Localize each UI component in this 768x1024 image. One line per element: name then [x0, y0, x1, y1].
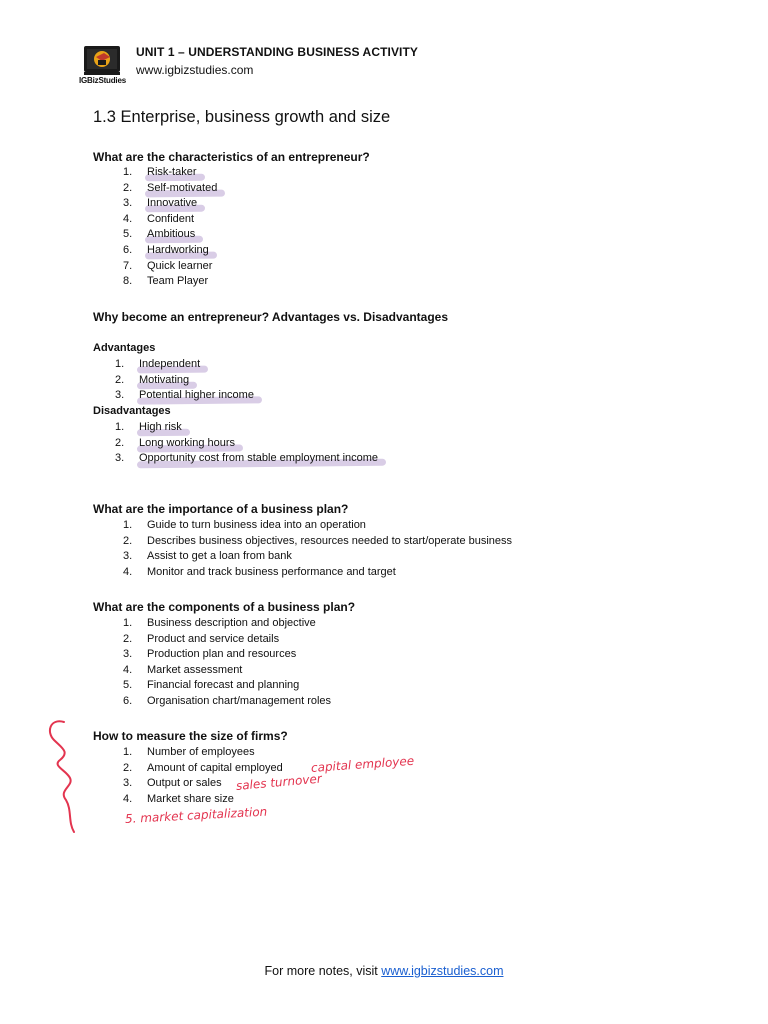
page-title: 1.3 Enterprise, business growth and size [93, 108, 391, 126]
header-url: www.igbizstudies.com [136, 63, 254, 77]
list-item: 3. Innovative [123, 197, 198, 210]
characteristics-question: What are the characteristics of an entrepreneur? [93, 150, 370, 164]
components-list [123, 616, 331, 710]
list-item: 5. Financial forecast and planning [123, 679, 300, 692]
list-item-text: Motivating [139, 373, 190, 386]
list-item: 2. Amount of capital employed [123, 761, 283, 774]
list-item-text: Amount of capital employed [147, 761, 283, 774]
list-item: 7. Quick learner [123, 259, 213, 272]
list-item-text: Product and service details [147, 632, 280, 645]
list-item: 5. Ambitious [123, 228, 196, 241]
list-item-text: Ambitious [147, 228, 196, 241]
list-item-text: Quick learner [147, 259, 213, 272]
list-item-text: Opportunity cost from stable employment income [139, 452, 379, 465]
list-item: 6. Organisation chart/management roles [123, 694, 332, 707]
list-item-text: Hardworking [147, 243, 209, 256]
annotation-sales: sales turnover [235, 771, 323, 793]
list-item: 4. Monitor and track business performance and target [123, 565, 396, 578]
list-item-text: Guide to turn business idea into an operation [147, 519, 366, 531]
list-item: 1. High risk [115, 421, 182, 433]
list-item: 8. Team Player [123, 275, 209, 288]
list-item-text: Team Player [147, 275, 209, 288]
list-item: 1. Guide to turn business idea into an operation [123, 519, 366, 531]
list-item-text: Business description and objective [147, 617, 316, 629]
list-item-text: Potential higher income [139, 389, 254, 402]
footer [0, 964, 768, 978]
disadvantages-label: Disadvantages [93, 405, 171, 417]
list-item: 3. Output or sales [123, 777, 222, 790]
annotation-capital: capital employee [310, 753, 415, 775]
list-item: 2. Product and service details [123, 632, 280, 645]
list-item-text: Number of employees [147, 746, 255, 758]
list-item: 4. Market assessment [123, 663, 243, 676]
footer-text: For more notes, visit [264, 964, 382, 978]
list-item: 3. Production plan and resources [123, 648, 297, 661]
list-item: 6. Hardworking [123, 243, 209, 256]
handwritten-brace-icon [40, 718, 88, 836]
list-item-text: Financial forecast and planning [147, 679, 300, 692]
size-question: How to measure the size of firms? [93, 729, 288, 743]
list-item-text: Independent [139, 358, 201, 370]
list-item-text: Long working hours [139, 436, 236, 449]
importance-question: What are the importance of a business plan? [93, 502, 349, 516]
components-question: What are the components of a business plan? [93, 600, 356, 614]
list-item: 3. Opportunity cost from stable employment income [115, 452, 379, 465]
footer-link[interactable]: www.igbizstudies.com [381, 964, 504, 978]
list-item: 3. Potential higher income [115, 389, 254, 402]
advantages-label: Advantages [93, 342, 156, 354]
characteristics-list [123, 165, 217, 290]
list-item: 4. Confident [123, 212, 195, 225]
list-item: 1. Independent [115, 358, 201, 370]
list-item: 1. Number of employees [123, 746, 255, 758]
advantages-list [115, 357, 254, 404]
list-item-text: Innovative [147, 197, 198, 210]
list-item-text: Confident [147, 212, 195, 225]
list-item: 1. Risk-taker [123, 166, 197, 178]
list-item-text: Describes business objectives, resources needed to start/operate business [147, 534, 513, 547]
list-item-text: Risk-taker [147, 166, 197, 178]
importance-list [123, 518, 512, 580]
list-item-text: Organisation chart/management roles [147, 694, 332, 707]
list-item-text: Assist to get a loan from bank [147, 550, 292, 563]
list-item-text: Production plan and resources [147, 648, 297, 661]
list-item-text: High risk [139, 421, 182, 433]
list-item: 2. Motivating [115, 373, 190, 386]
logo-label: IGBizStudies [79, 76, 126, 85]
list-item: 4. Market share size [123, 792, 234, 805]
list-item: 2. Long working hours [115, 436, 236, 449]
list-item-text: Monitor and track business performance and target [147, 565, 396, 578]
why-question: Why become an entrepreneur? Advantages vs. Disadvantages [93, 310, 449, 324]
list-item-text: Market share size [147, 792, 234, 805]
list-item-text: Output or sales [147, 777, 222, 790]
list-item-text: Self-motivated [147, 181, 218, 194]
disadvantages-list [115, 420, 378, 467]
list-item: 3. Assist to get a loan from bank [123, 550, 292, 563]
list-item: 2. Describes business objectives, resources needed to start/operate business [123, 534, 513, 547]
annotation-market: 5. market capitalization [124, 804, 268, 826]
header-title: UNIT 1 – UNDERSTANDING BUSINESS ACTIVITY [136, 45, 419, 59]
list-item: 1. Business description and objective [123, 617, 316, 629]
list-item: 2. Self-motivated [123, 181, 218, 194]
list-item-text: Market assessment [147, 663, 243, 676]
